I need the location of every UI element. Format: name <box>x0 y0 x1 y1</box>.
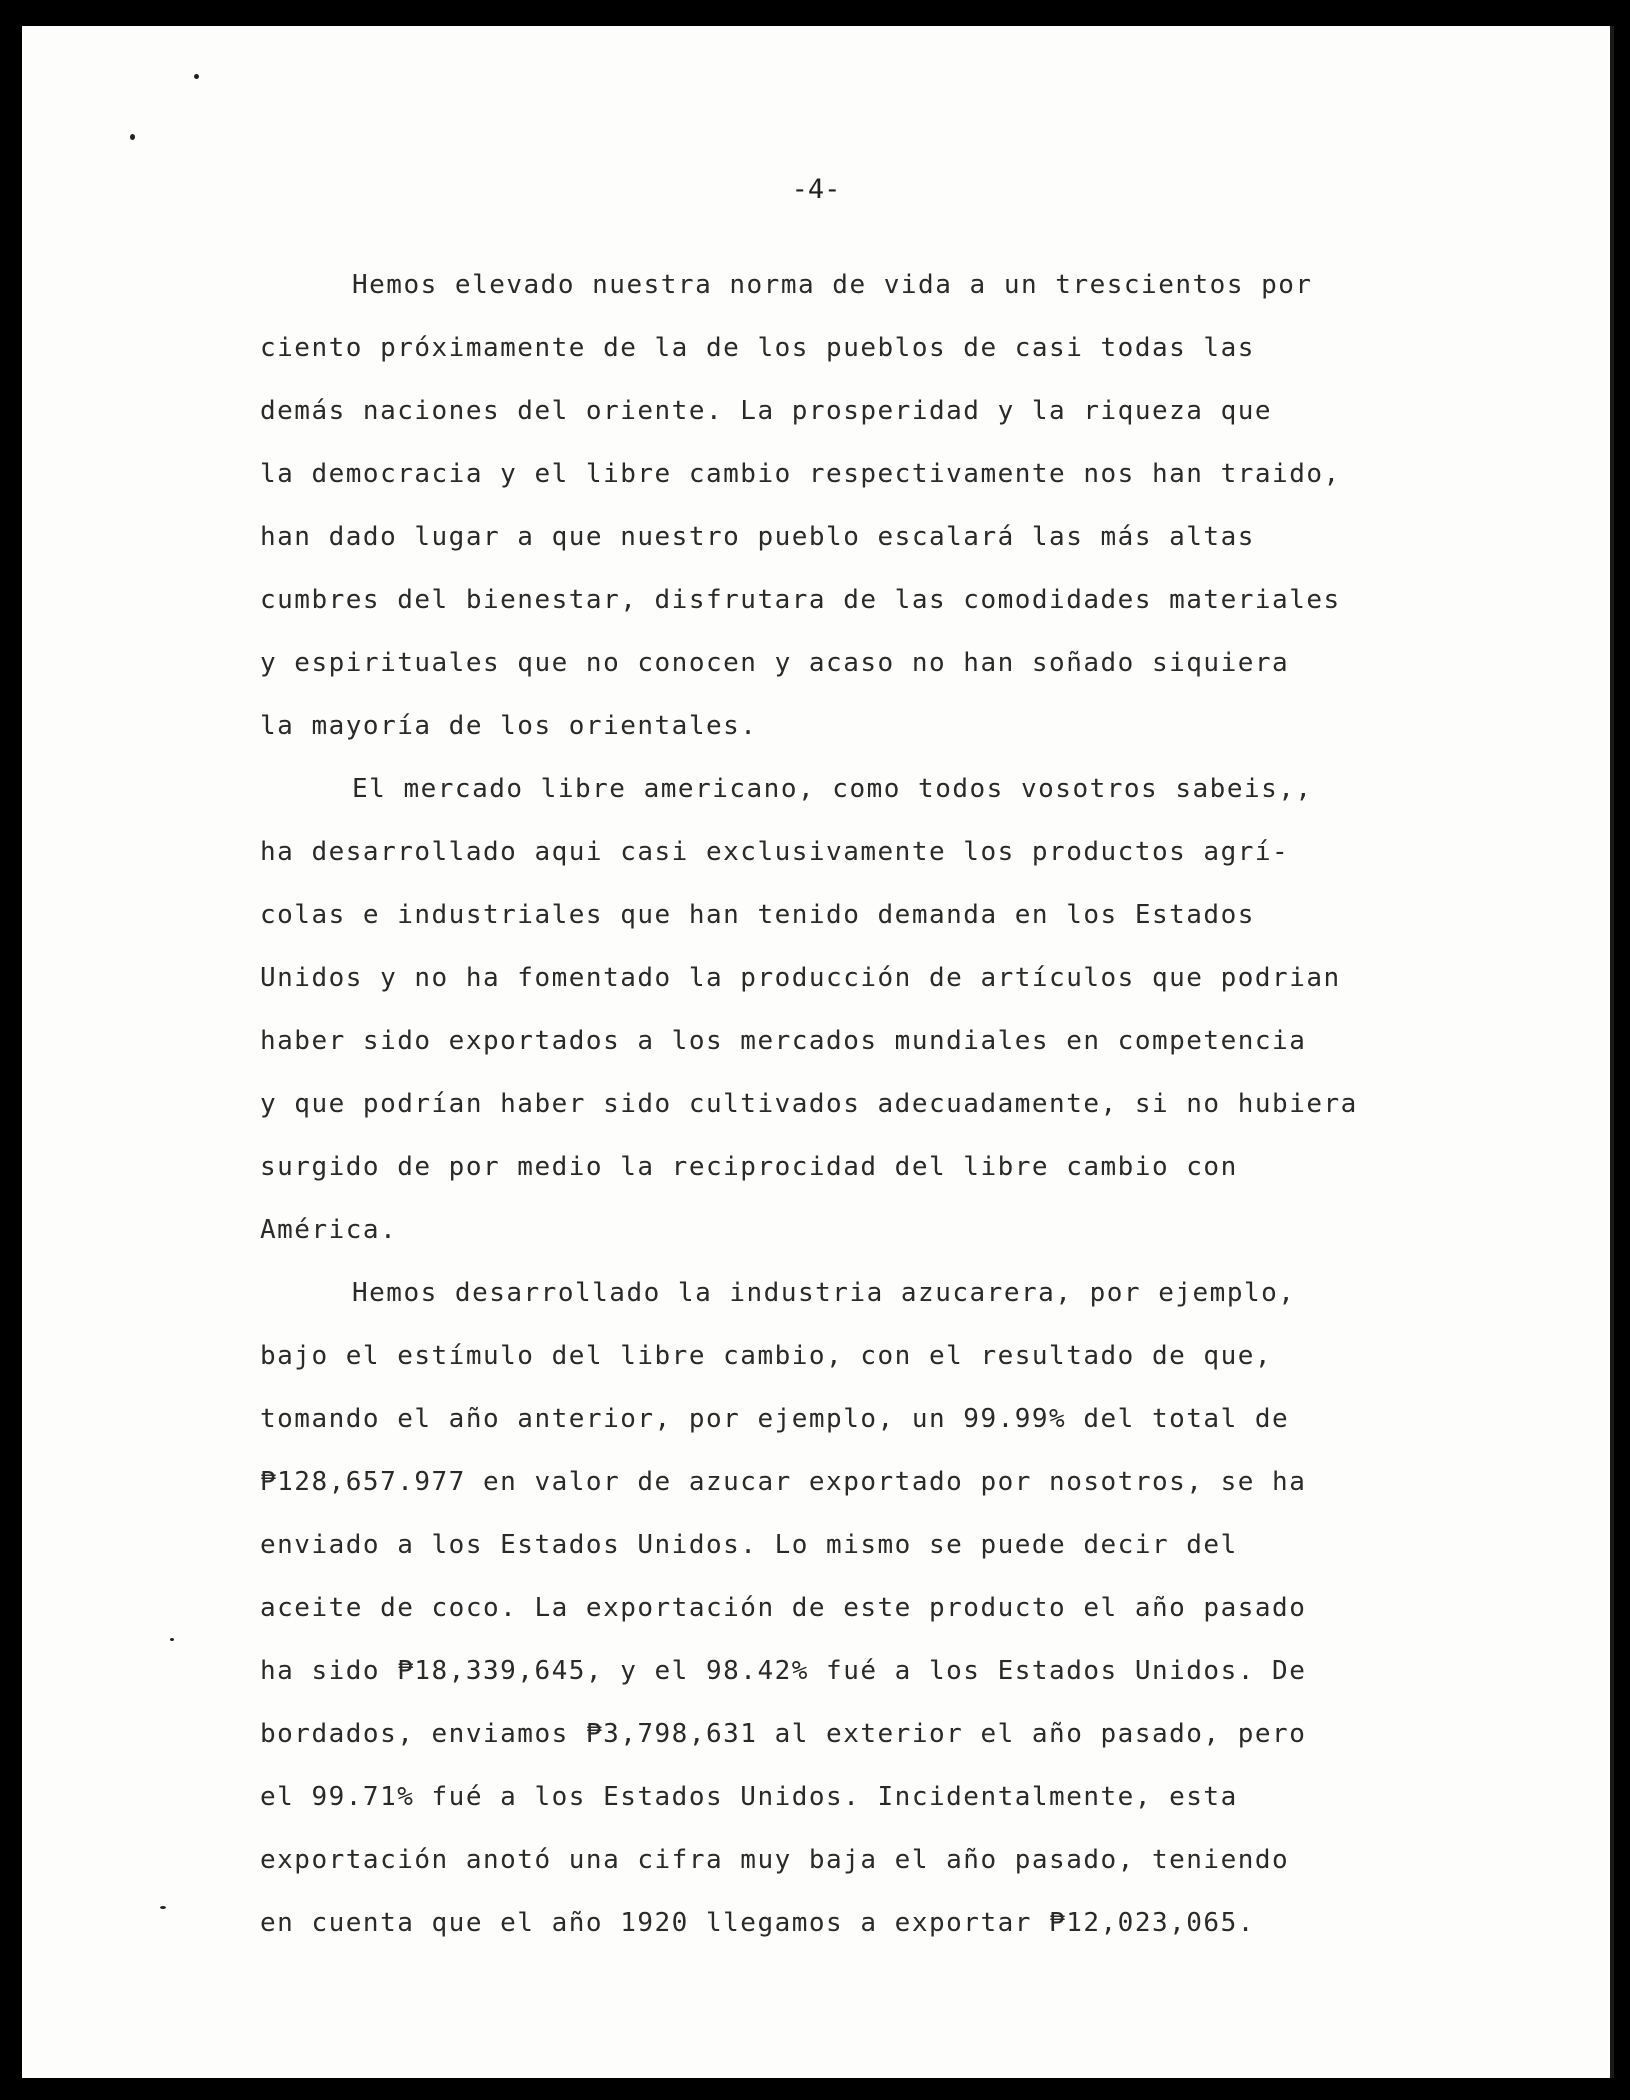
text-line: tomando el año anterior, por ejemplo, un 99.99% del total de <box>260 1404 1290 1434</box>
paragraph-1 <box>260 254 1480 758</box>
text-line: la democracia y el libre cambio respectivamente nos han traido, <box>260 459 1341 489</box>
text-line: haber sido exportados a los mercados mundiales en competencia <box>260 1026 1307 1056</box>
text-line: ha desarrollado aqui casi exclusivamente los productos agrí- <box>260 837 1290 867</box>
text-line: el 99.71% fué a los Estados Unidos. Incidentalmente, esta <box>260 1782 1238 1812</box>
typewritten-page <box>22 26 1614 2078</box>
text-line: Hemos elevado nuestra norma de vida a un trescientos por <box>352 270 1313 300</box>
text-line: Hemos desarrollado la industria azucarera, por ejemplo, <box>352 1278 1296 1308</box>
text-line: la mayoría de los orientales. <box>260 711 758 741</box>
scan-speck <box>130 134 135 140</box>
text-line: aceite de coco. La exportación de este producto el año pasado <box>260 1593 1307 1623</box>
text-line: han dado lugar a que nuestro pueblo escalará las más altas <box>260 522 1255 552</box>
text-line: bordados, enviamos ₱3,798,631 al exterior el año pasado, pero <box>260 1719 1307 1749</box>
text-line: El mercado libre americano, como todos vosotros sabeis,, <box>352 774 1313 804</box>
text-line: América. <box>260 1215 398 1245</box>
text-line: colas e industriales que han tenido demanda en los Estados <box>260 900 1255 930</box>
scan-speck <box>194 74 199 79</box>
text-line: ₱128,657.977 en valor de azucar exportado por nosotros, se ha <box>260 1467 1307 1497</box>
text-line: ha sido ₱18,339,645, y el 98.42% fué a los Estados Unidos. De <box>260 1656 1307 1686</box>
text-line: y que podrían haber sido cultivados adecuadamente, si no hubiera <box>260 1089 1358 1119</box>
text-line: Unidos y no ha fomentado la producción de artículos que podrian <box>260 963 1341 993</box>
text-line: surgido de por medio la reciprocidad del libre cambio con <box>260 1152 1238 1182</box>
text-line: demás naciones del oriente. La prosperidad y la riqueza que <box>260 396 1273 426</box>
text-line: exportación anotó una cifra muy baja el año pasado, teniendo <box>260 1845 1290 1875</box>
paragraph-3 <box>260 1262 1480 1955</box>
text-line: en cuenta que el año 1920 llegamos a exportar ₱12,023,065. <box>260 1908 1255 1938</box>
text-line: enviado a los Estados Unidos. Lo mismo se puede decir del <box>260 1530 1238 1560</box>
text-line: ciento próximamente de la de los pueblos de casi todas las <box>260 333 1255 363</box>
text-line: bajo el estímulo del libre cambio, con el resultado de que, <box>260 1341 1273 1371</box>
scan-speck <box>160 1906 166 1909</box>
text-line: cumbres del bienestar, disfrutara de las comodidades materiales <box>260 585 1341 615</box>
body-text <box>260 254 1480 1955</box>
scan-speck <box>170 1638 174 1641</box>
paragraph-2 <box>260 758 1480 1262</box>
text-line: y espirituales que no conocen y acaso no han soñado siquiera <box>260 648 1290 678</box>
page-number: -4- <box>791 174 841 205</box>
